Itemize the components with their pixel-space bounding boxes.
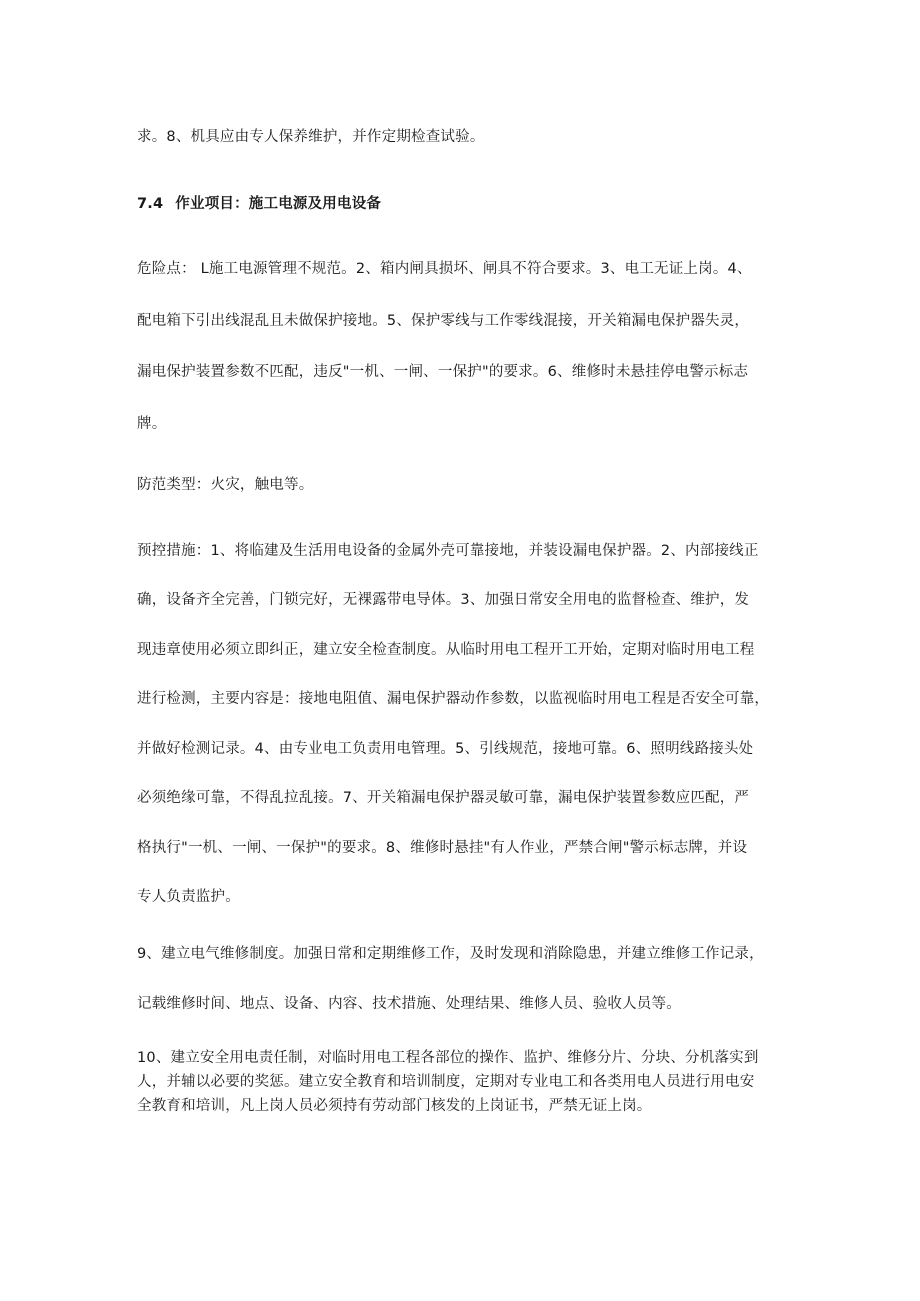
prevention-type-paragraph <box>137 475 792 495</box>
paragraph-line: 求。8、机具应由专人保养维护，并作定期检查试验。 <box>137 129 485 145</box>
paragraph-line: 并做好检测记录。4、由专业电工负责用电管理。5、引线规范，接地可靠。6、照明线路接头处 <box>137 741 754 757</box>
paragraph-line: 必须绝缘可靠，不得乱拉乱接。7、开关箱漏电保护器灵敏可靠，漏电保护装置参数应匹配，严 <box>137 790 750 806</box>
paragraph-line: 10、建立安全用电责任制，对临时用电工程各部位的操作、监护、维修分片、分块、分机落实到 <box>137 1050 759 1066</box>
continuation-paragraph <box>137 127 792 147</box>
paragraph-line: 9、建立电气维修制度。加强日常和定期维修工作，及时发现和消除隐患，并建立维修工作记录， <box>137 946 764 962</box>
item10-paragraph <box>137 1048 792 1116</box>
paragraph-line: 配电箱下引出线混乱且未做保护接地。5、保护零线与工作零线混接，开关箱漏电保护器失灵， <box>137 313 750 329</box>
paragraph-line: 人，并辅以必要的奖惩。建立安全教育和培训制度，定期对专业电工和各类用电人员进行用电安 <box>137 1074 755 1090</box>
paragraph-line: 预控措施：1、将临建及生活用电设备的金属外壳可靠接地，并装设漏电保护器。2、内部接线正 <box>137 543 759 559</box>
item9-paragraph <box>137 944 792 1014</box>
hazards-paragraph <box>137 259 792 434</box>
paragraph-line: 格执行"一机、一闸、一保护"的要求。8、维修时悬挂"有人作业，严禁合闸"警示标志牌，并设 <box>137 840 748 856</box>
paragraph-line: 危险点： L施工电源管理不规范。2、箱内闸具损坏、闸具不符合要求。3、电工无证上岗。4、 <box>137 261 752 277</box>
paragraph-line: 记载维修时间、地点、设备、内容、技术措施、处理结果、维修人员、验收人员等。 <box>137 996 681 1012</box>
paragraph-line: 牌。 <box>137 416 167 432</box>
section-title: 作业项目：施工电源及用电设备 <box>175 196 382 212</box>
paragraph-line: 漏电保护装置参数不匹配，违反"一机、一闸、一保护"的要求。6、维修时未悬挂停电警示标志 <box>137 364 749 380</box>
paragraph-line: 进行检测，主要内容是：接地电阻值、漏电保护器动作参数，以监视临时用电工程是否安全可靠， <box>137 691 770 707</box>
paragraph-line: 全教育和培训，凡上岗人员必须持有劳动部门核发的上岗证书，严禁无证上岗。 <box>137 1098 652 1114</box>
section-number: 7.4 <box>137 196 164 212</box>
section-heading <box>137 194 792 214</box>
measures-paragraph <box>137 541 792 907</box>
paragraph-line: 防范类型：火灾，触电等。 <box>137 477 314 493</box>
paragraph-line: 确，设备齐全完善，门锁完好，无裸露带电导体。3、加强日常安全用电的监督检查、维护，发 <box>137 592 750 608</box>
paragraph-line: 现违章使用必须立即纠正，建立安全检查制度。从临时用电工程开工开始，定期对临时用电工程 <box>137 642 755 658</box>
paragraph-line: 专人负责监护。 <box>137 889 240 905</box>
